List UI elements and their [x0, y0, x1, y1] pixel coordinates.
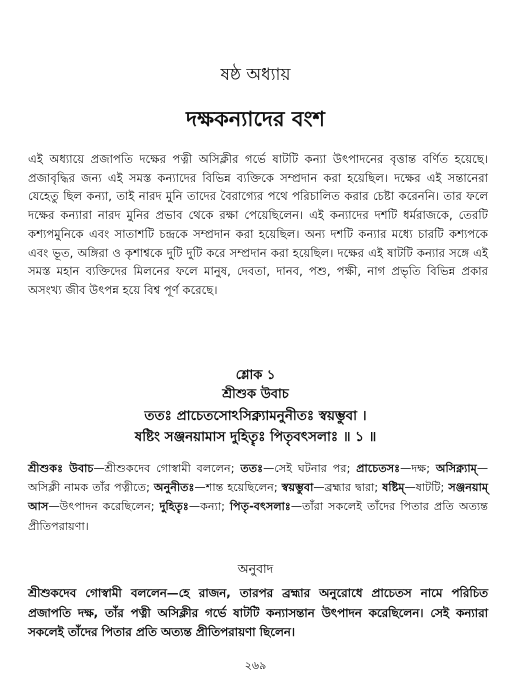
synonym-meaning: কন্যা	[200, 500, 222, 514]
synonym-term: ততঃ	[240, 462, 264, 475]
page-number: ২৬৯	[244, 659, 267, 672]
synonym-term: পিতৃ-বৎসলাঃ	[229, 500, 291, 514]
chapter-number: ষষ্ঠ অধ্যায়	[220, 65, 291, 85]
synonym-term: ষষ্টিম্	[382, 481, 405, 495]
translation	[28, 584, 488, 643]
chapter-title: দক্ষকন্যাদের বংশ	[186, 107, 325, 131]
verse-line-1: ততঃ প্রাচেতসোঽসিক্ন্যামনুনীতঃ স্বয়ম্ভুবা ।	[144, 408, 367, 424]
word-meanings	[28, 459, 488, 536]
synonym-meaning: ষাটটি	[415, 481, 441, 495]
chapter-summary	[28, 150, 488, 300]
synonym-meaning: অসিক্লী নামক তাঁর পত্নীতে	[28, 481, 147, 495]
synonym-term: স্বয়ম্ভুবা	[281, 481, 314, 495]
synonym-meaning: উৎপাদন করেছিলেন	[59, 500, 151, 514]
synonym-meaning: শান্ত হয়েছিলেন	[205, 481, 274, 495]
translation-text: শ্রীশুকদেব গোস্বামী বললেন—হে রাজন, তারপর ব্রহ্মার অনুরোধে প্রাচেতস নামে পরিচিত প্রজাপতি দক্ষ, তাঁর পত্নী অসিক্লীর গর্ভে ষাটটি কন্যাসন্তান উৎপাদন করেছিলেন। সেই কন্যারা সকলেই তাঁদের পিতার প্রতি অত্যন্ত প্রীতিপরায়ণা ছিলেন।	[28, 586, 488, 639]
verse-line-2: ষষ্টিং সঞ্জনয়ামাস দুহিতৄঃ পিতৃবৎসলাঃ ॥ ১ ॥	[134, 429, 377, 445]
translation-heading: অনুবাদ	[237, 561, 274, 576]
synonym-term: প্রাচেতসঃ	[356, 462, 401, 475]
synonym-meaning: শ্রীশুকদেব গোস্বামী বললেন	[104, 462, 231, 475]
chapter-summary-text: এই অধ্যায়ে প্রজাপতি দক্ষের পত্নী অসিক্লীর গর্ভে ষাটটি কন্যা উৎপাদনের বৃত্তান্ত বর্ণিত হয়েছে। প্রজাবৃদ্ধির জন্য এই সমস্ত কন্যাদের বিভিন্ন ব্যক্তিকে সম্প্রদান করা হয়েছিল। দক্ষের এই সন্তানেরা যেহেতু ছিল কন্যা, তাই নারদ মুনি তাদের বৈরাগ্যের পথে পরিচালিত করার চেষ্টা করেননি। তার ফলে দক্ষের কন্যারা নারদ মুনির প্রভাব থেকে রক্ষা পেয়েছিলেন। এই কন্যাদের দশটি ধর্মরাজকে, তেরটি কশ্যপমুনিকে এবং সাতাশটি চন্দ্রকে সম্প্রদান করা হয়েছিল। অন্য দশটি কন্যার মধ্যে চারটি কশ্যপকে এবং ভূত, অঙ্গিরা ও কৃশাশ্বকে দুটি দুটি করে সম্প্রদান করা হয়েছিল। দক্ষের এই ষাটটি কন্যার সঙ্গে এই সমস্ত মহান ব্যক্তিদের মিলনের ফলে মানুষ, দেবতা, দানব, পশু, পক্ষী, নাগ প্রভৃতি বিভিন্ন প্রকার অসংখ্য জীব উৎপন্ন হয়ে বিশ্ব পূর্ণ করেছে।	[28, 152, 488, 297]
synonym-meaning: দক্ষ	[411, 462, 427, 475]
synonym-meaning: ব্রহ্মার দ্বারা	[324, 481, 375, 495]
shloka-label: শ্লোক ১	[235, 368, 276, 383]
synonym-meaning: সেই ঘটনার পর	[274, 462, 347, 475]
synonym-term: অনুনীতঃ	[153, 481, 195, 495]
synonym-meaning: তাঁরা সকলেই তাঁদের পিতার প্রতি অত্যন্ত প্রীতিপরায়ণা	[28, 500, 489, 533]
synonym-term: অসিক্ন্যাম্	[435, 462, 477, 475]
word-meanings-text: শ্রীশুকঃ উবাচ—শ্রীশুকদেব গোস্বামী বললেন; ততঃ—সেই ঘটনার পর; প্রাচেতসঃ—দক্ষ; অসিক্ন্যাম্—অসিক্লী নামক তাঁর পত্নীতে; অনুনীতঃ—শান্ত হয়েছিলেন; স্বয়ম্ভুবা—ব্রহ্মার দ্বারা; ষষ্টিম্—ষাটটি; সঞ্জনয়াম্ আস—উৎপাদন করেছিলেন; দুহিতৄঃ—কন্যা; পিতৃ-বৎসলাঃ—তাঁরা সকলেই তাঁদের পিতার প্রতি অত্যন্ত প্রীতিপরায়ণা।	[28, 462, 489, 533]
synonym-term: দুহিতৄঃ	[159, 500, 189, 514]
synonym-term: সঞ্জনয়াম্ আস	[28, 481, 489, 514]
synonym-term: শ্রীশুকঃ উবাচ	[28, 462, 94, 475]
verse-speaker: শ্রীশুক উবাচ	[222, 387, 289, 402]
